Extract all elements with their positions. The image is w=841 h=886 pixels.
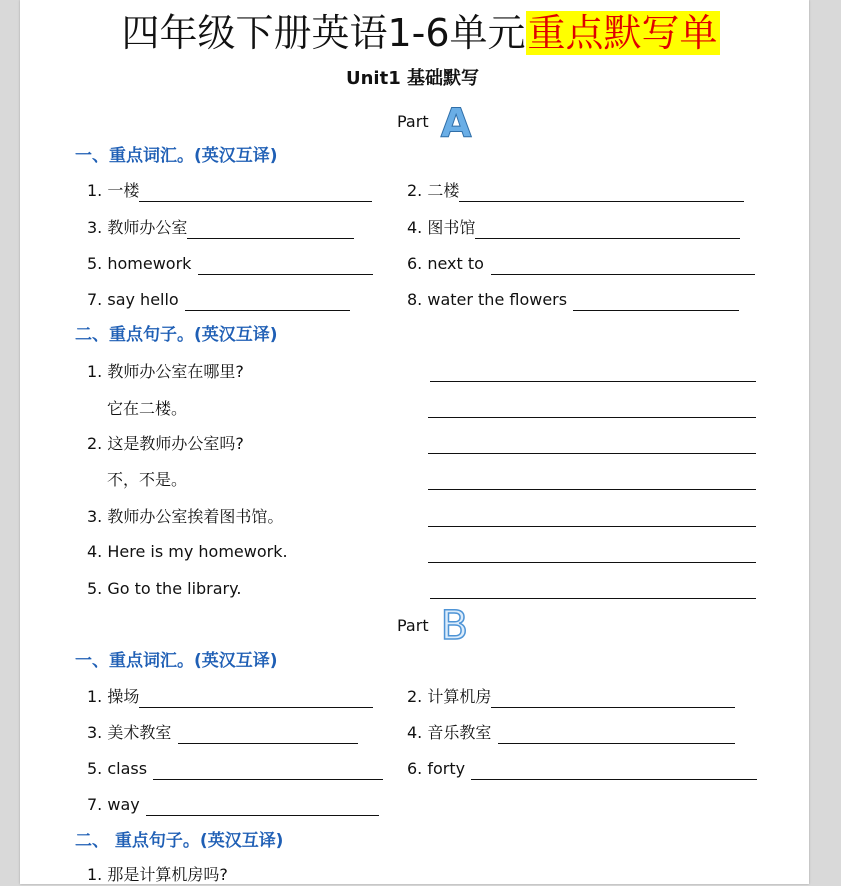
answer-blank[interactable] — [146, 795, 379, 816]
vocab-prompt: 7. say hello — [87, 290, 179, 309]
vocab-item — [87, 686, 373, 708]
vocab-prompt: 1. 一楼 — [87, 181, 140, 200]
part-b-sentence-heading: 二、 重点句子。(英汉互译) — [75, 831, 284, 851]
answer-line[interactable] — [428, 562, 756, 563]
vocab-item — [407, 686, 735, 708]
part-a-label — [397, 100, 472, 147]
answer-line[interactable] — [428, 526, 756, 527]
vocab-prompt: 4. 音乐教室 — [407, 723, 492, 742]
vocab-item — [407, 722, 735, 744]
answer-line[interactable] — [430, 598, 756, 599]
answer-blank[interactable] — [471, 759, 757, 780]
part-a-text: Part — [397, 112, 429, 131]
part-b-vocab-heading: 一、重点词汇。(英汉互译) — [75, 651, 278, 671]
sentence-prompt: 1. 那是计算机房吗? — [87, 865, 228, 884]
vocab-item — [407, 217, 740, 239]
part-b-letter: B — [440, 603, 469, 649]
vocab-item — [87, 253, 373, 275]
part-a-sentence-heading: 二、重点句子。(英汉互译) — [75, 325, 278, 345]
vocab-prompt: 1. 操场 — [87, 687, 140, 706]
answer-blank[interactable] — [139, 181, 372, 202]
vocab-item — [87, 758, 383, 780]
answer-blank[interactable] — [185, 290, 350, 311]
answer-blank[interactable] — [178, 723, 358, 744]
answer-line[interactable] — [428, 453, 756, 454]
answer-blank[interactable] — [475, 218, 740, 239]
vocab-prompt: 5. homework — [87, 254, 192, 273]
sentence-prompt: 5. Go to the library. — [87, 579, 242, 598]
answer-blank[interactable] — [498, 723, 735, 744]
sentence-prompt: 3. 教师办公室挨着图书馆。 — [87, 507, 284, 526]
part-a-letter: A — [440, 101, 472, 147]
part-b-text: Part — [397, 616, 429, 635]
title-main: 四年级下册英语1-6单元 — [121, 11, 526, 55]
vocab-item — [407, 289, 739, 311]
part-b-label — [397, 603, 469, 649]
part-a-vocab-heading: 一、重点词汇。(英汉互译) — [75, 146, 278, 166]
answer-blank[interactable] — [139, 687, 373, 708]
vocab-prompt: 8. water the flowers — [407, 290, 568, 309]
answer-line[interactable] — [430, 381, 756, 382]
page-title — [0, 6, 841, 60]
vocab-prompt: 3. 美术教室 — [87, 723, 172, 742]
vocab-prompt: 7. way — [87, 795, 140, 814]
vocab-prompt: 3. 教师办公室 — [87, 218, 188, 237]
vocab-item — [87, 217, 354, 239]
vocab-item — [87, 794, 379, 816]
answer-blank[interactable] — [573, 290, 739, 311]
vocab-item — [87, 722, 358, 744]
answer-blank[interactable] — [459, 181, 744, 202]
vocab-prompt: 6. next to — [407, 254, 484, 273]
vocab-item — [407, 180, 744, 202]
sentence-prompt: 2. 这是教师办公室吗? — [87, 434, 244, 453]
vocab-prompt: 4. 图书馆 — [407, 218, 476, 237]
sentence-prompt: 4. Here is my homework. — [87, 542, 288, 561]
answer-line[interactable] — [428, 417, 756, 418]
vocab-item — [407, 758, 757, 780]
vocab-item — [87, 289, 350, 311]
vocab-prompt: 2. 二楼 — [407, 181, 460, 200]
sentence-prompt: 不，不是。 — [107, 470, 188, 489]
title-highlight: 重点默写单 — [527, 11, 718, 55]
vocab-prompt: 2. 计算机房 — [407, 687, 492, 706]
answer-line[interactable] — [428, 489, 756, 490]
answer-blank[interactable] — [491, 254, 755, 275]
answer-blank[interactable] — [187, 218, 354, 239]
vocab-item — [407, 253, 755, 275]
vocab-prompt: 6. forty — [407, 759, 466, 778]
answer-blank[interactable] — [198, 254, 373, 275]
sentence-prompt: 1. 教师办公室在哪里? — [87, 362, 244, 381]
answer-blank[interactable] — [153, 759, 383, 780]
vocab-prompt: 5. class — [87, 759, 148, 778]
sentence-prompt: 它在二楼。 — [107, 399, 188, 418]
answer-blank[interactable] — [491, 687, 735, 708]
unit-title: Unit1 基础默写 — [346, 68, 479, 89]
vocab-item — [87, 180, 372, 202]
